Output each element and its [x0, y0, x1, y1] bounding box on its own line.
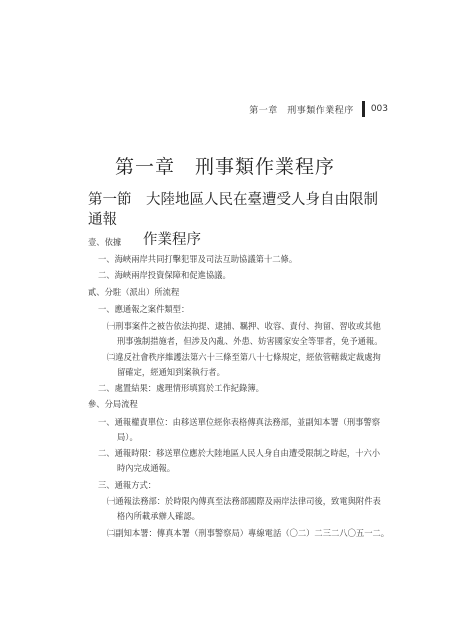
section-label: 第一節 [88, 192, 132, 208]
list-item: 三、通報方式： [98, 480, 157, 490]
chapter-title: 第一章 刑事類作業程序 [114, 156, 335, 178]
list-item: 二、處置結果：處理情形填寫於工作紀錄簿。 [98, 383, 264, 393]
heading-basis: 壹、依據 [88, 237, 122, 247]
section-heading [88, 190, 388, 250]
section-title-line1: 大陸地區人民在臺遭受人身自由限制通報 [88, 192, 378, 228]
list-item-continued: 時內完成通報。 [117, 463, 176, 473]
sub-item-continued: 刑事強制措施者，但涉及內亂、外患、妨害國家安全等罪者，免予通報。 [117, 336, 383, 346]
sub-item-continued: 留確定，經通知到案執行者。 [117, 367, 225, 377]
sub-item-continued: 格內所載承辦人確認。 [117, 511, 200, 521]
list-item: 一、通報權責單位：由移送單位經你表格傳真法務部，並副知本署（刑事警察 [98, 417, 381, 427]
sub-item: ㈠刑事案件之被告依法拘提、逮捕、羈押、收容、責付、拘留、習收或其他 [107, 321, 381, 331]
section-title-line2: 作業程序 [143, 232, 201, 248]
running-head [249, 101, 388, 117]
sub-item: ㈠通報法務部：於時限內傳真至法務部國際及兩岸法律司後，致電與附件表 [107, 496, 381, 506]
sub-item: ㈡副知本署：傳真本署（刑事警察局）專線電話（〇二）二三二八〇五一二。 [107, 528, 390, 538]
list-item: 二、海峽兩岸投資保障和促進協議。 [98, 270, 231, 280]
heading-branch-process: 參、分局流程 [88, 399, 138, 409]
list-item: 一、應通報之案件類型： [98, 304, 190, 314]
heading-precinct-process: 貳、分駐（派出）所流程 [88, 287, 180, 297]
list-item: 二、通報時限：移送單位應於大陸地區人民人身自由遭受限制之時起，十六小 [98, 448, 381, 458]
list-item: 一、海峽兩岸共同打擊犯罪及司法互助協議第十二條。 [98, 254, 298, 264]
page-number: 003 [370, 104, 388, 114]
list-item-continued: 局）。 [117, 432, 138, 442]
sub-item: ㈡違反社會秩序維護法第六十三條至第八十七條規定，經依管轄裁定裁處拘 [107, 352, 381, 362]
running-head-bar [362, 101, 365, 117]
running-head-text: 第一章 刑事類作業程序 [249, 105, 354, 116]
